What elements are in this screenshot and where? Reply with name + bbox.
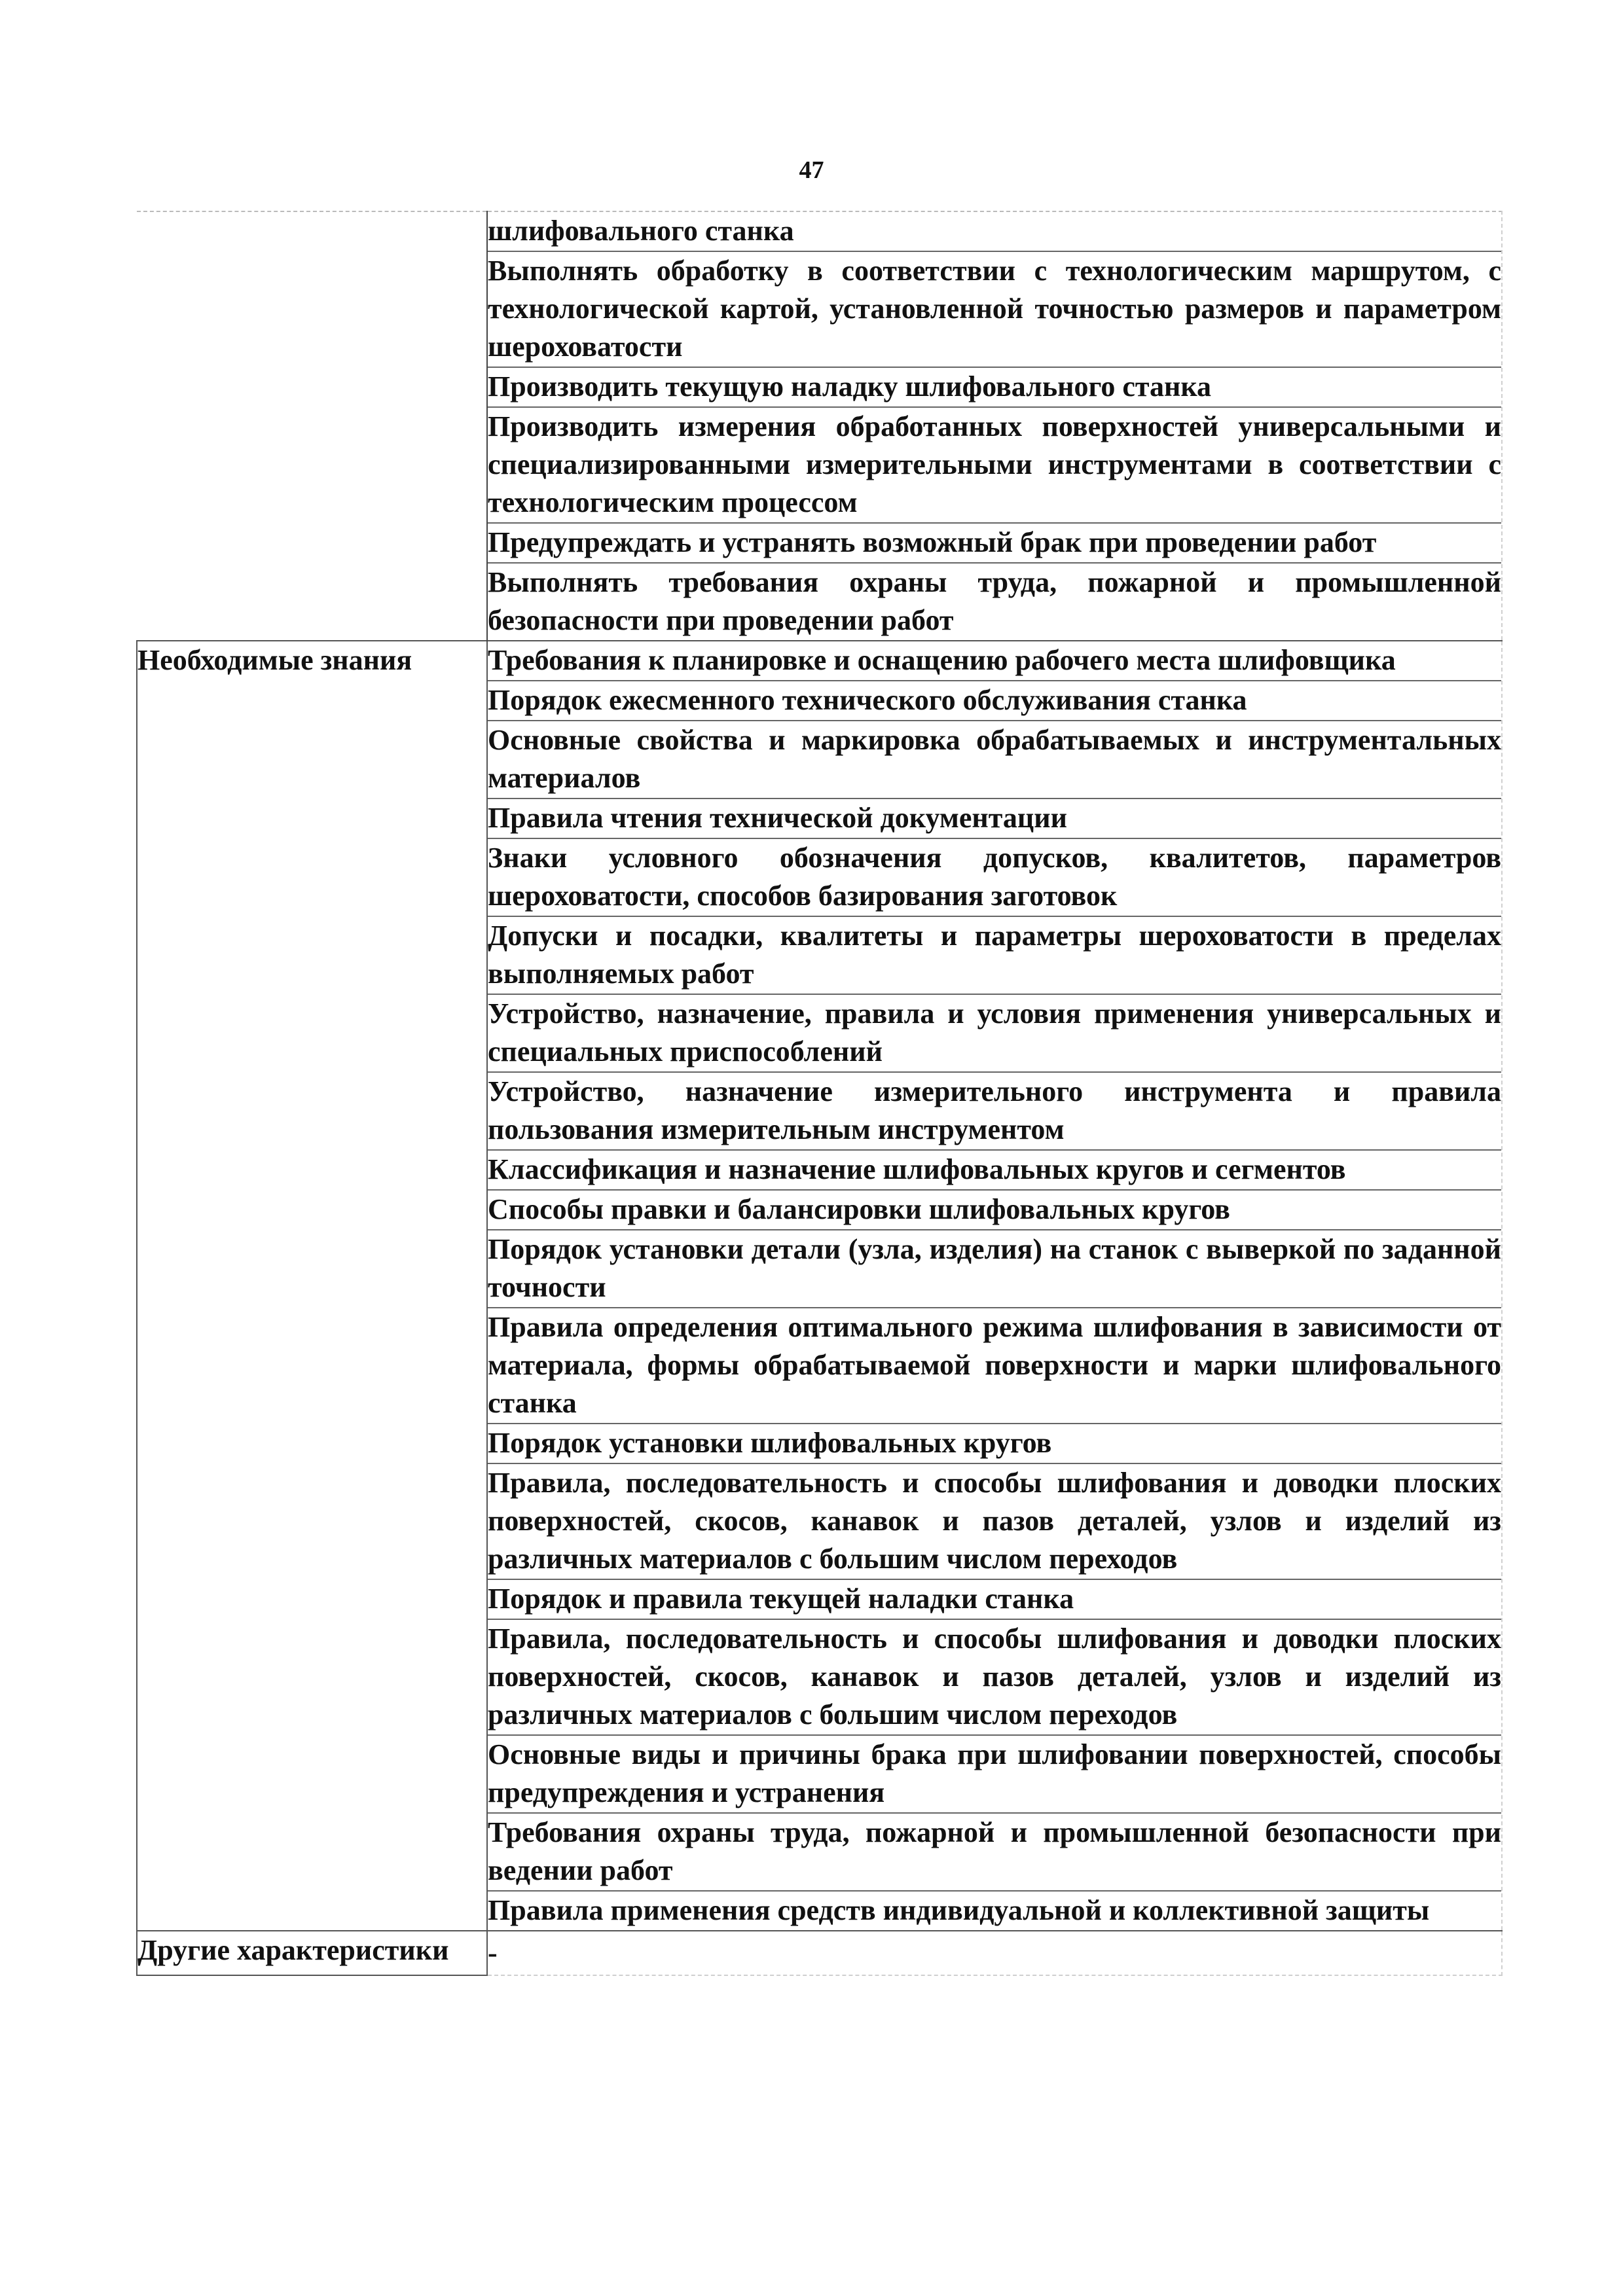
- skill-item: Предупреждать и устранять возможный брак при проведении работ: [488, 524, 1501, 564]
- knowledge-items-cell: [487, 641, 1502, 1931]
- page-number: 47: [799, 156, 824, 184]
- skill-item: Выполнять требования охраны труда, пожарной и промышленной безопасности при проведении работ: [488, 566, 1501, 636]
- other-value: -: [488, 1937, 498, 1969]
- knowledge-item: Правила, последовательность и способы шлифования и доводки плоских поверхностей, скосов, канавок и пазов деталей, узлов и изделий из различных материалов с большим числом переходов: [488, 1620, 1501, 1736]
- knowledge-item: Порядок установки шлифовальных кругов: [488, 1424, 1501, 1464]
- skill-item: Выполнять обработку в соответствии с технологическим маршрутом, с технологической картой, установленной точностью размеров и параметром шероховатости: [488, 252, 1501, 368]
- other-row: [137, 1931, 1502, 1975]
- knowledge-item: Основные свойства и маркировка обрабатываемых и инструментальных материалов: [488, 721, 1501, 799]
- knowledge-item: Основные виды и причины брака при шлифовании поверхностей, способы предупреждения и устранения: [488, 1736, 1501, 1814]
- competency-table: [136, 211, 1503, 1976]
- other-label: Другие характеристики: [137, 1931, 487, 1975]
- other-value-cell: [487, 1931, 1502, 1975]
- knowledge-item: Устройство, назначение, правила и условия применения универсальных и специальных приспособлений: [488, 995, 1501, 1073]
- knowledge-item: Порядок и правила текущей наладки станка: [488, 1580, 1501, 1620]
- knowledge-item: Устройство, назначение измерительного инструмента и правила пользования измерительным инструментом: [488, 1073, 1501, 1151]
- knowledge-item: Требования к планировке и оснащению рабочего места шлифовщика: [488, 641, 1501, 681]
- knowledge-item: Допуски и посадки, квалитеты и параметры шероховатости в пределах выполняемых работ: [488, 917, 1501, 995]
- knowledge-item: Порядок установки детали (узла, изделия) на станок с выверкой по заданной точности: [488, 1230, 1501, 1308]
- knowledge-label: Необходимые знания: [137, 641, 487, 1931]
- skills-label-cell: [137, 211, 487, 641]
- knowledge-item: Способы правки и балансировки шлифовальных кругов: [488, 1191, 1501, 1230]
- skill-item: Производить текущую наладку шлифовального станка: [488, 368, 1501, 408]
- skill-item: Производить измерения обработанных поверхностей универсальными и специализированными измерительными инструментами в соответствии с технологическим процессом: [488, 408, 1501, 524]
- knowledge-item: Правила определения оптимального режима шлифования в зависимости от материала, формы обрабатываемой поверхности и марки шлифовального станка: [488, 1308, 1501, 1424]
- knowledge-item: Требования охраны труда, пожарной и промышленной безопасности при ведении работ: [488, 1814, 1501, 1892]
- knowledge-item: Классификация и назначение шлифовальных кругов и сегментов: [488, 1151, 1501, 1191]
- knowledge-item: Правила чтения технической документации: [488, 799, 1501, 839]
- knowledge-item: Порядок ежесменного технического обслуживания станка: [488, 681, 1501, 721]
- knowledge-row: [137, 641, 1502, 1931]
- knowledge-item: Правила, последовательность и способы шлифования и доводки плоских поверхностей, скосов, канавок и пазов деталей, узлов и изделий из различных материалов с большим числом переходов: [488, 1464, 1501, 1580]
- skills-items-cell: [487, 211, 1502, 641]
- knowledge-item: Правила применения средств индивидуальной и коллективной защиты: [488, 1894, 1430, 1926]
- skills-row: [137, 211, 1502, 641]
- skill-item: шлифовального станка: [488, 212, 1501, 252]
- knowledge-item: Знаки условного обозначения допусков, квалитетов, параметров шероховатости, способов базирования заготовок: [488, 839, 1501, 917]
